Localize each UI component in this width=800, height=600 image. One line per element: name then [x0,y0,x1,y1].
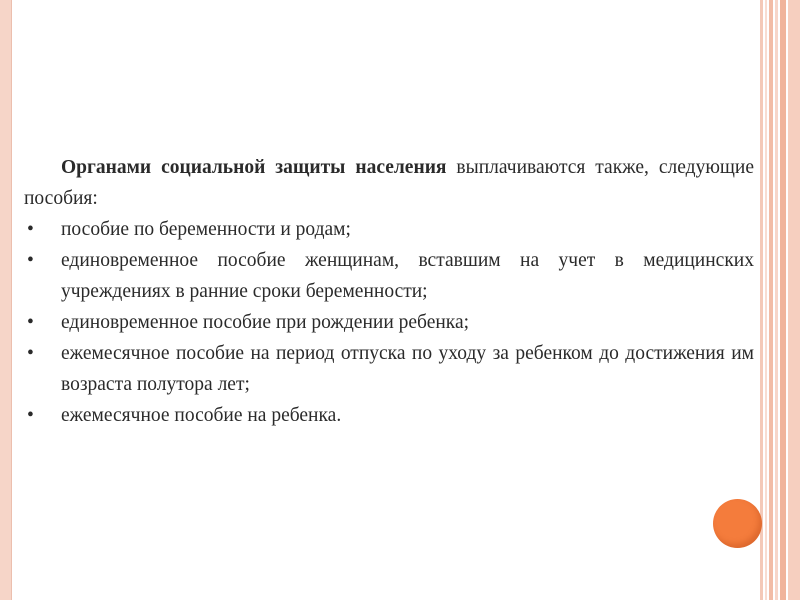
list-item [24,400,754,431]
intro-text: выплачиваются также, следующие пособия: [24,157,754,209]
right-stripes-decoration [760,0,800,600]
list-item [24,245,754,307]
intro-bold-text: Органами социальной защиты населения [61,157,447,178]
list-item-text: ежемесячное пособие на период отпуска по уходу за ребенком до достижения им возраста полутора лет; [61,343,754,395]
intro-paragraph [24,152,754,214]
bullet-icon: • [27,343,34,364]
list-item-text: пособие по беременности и родам; [61,219,351,240]
orange-circle-decoration [713,499,762,548]
bullet-icon: • [27,219,34,240]
list-item [24,307,754,338]
slide-body [24,152,754,431]
bullet-icon: • [27,250,34,271]
list-item-text: единовременное пособие женщинам, вставшим на учет в медицинских учреждениях в ранние сроки беременности; [61,250,754,302]
bullet-icon: • [27,405,34,426]
list-item-text: ежемесячное пособие на ребенка. [61,405,342,426]
list-item [24,338,754,400]
list-item [24,214,754,245]
bullet-icon: • [27,312,34,333]
left-frame-decoration [0,0,12,600]
list-item-text: единовременное пособие при рождении ребенка; [61,312,470,333]
benefits-list [24,214,754,431]
